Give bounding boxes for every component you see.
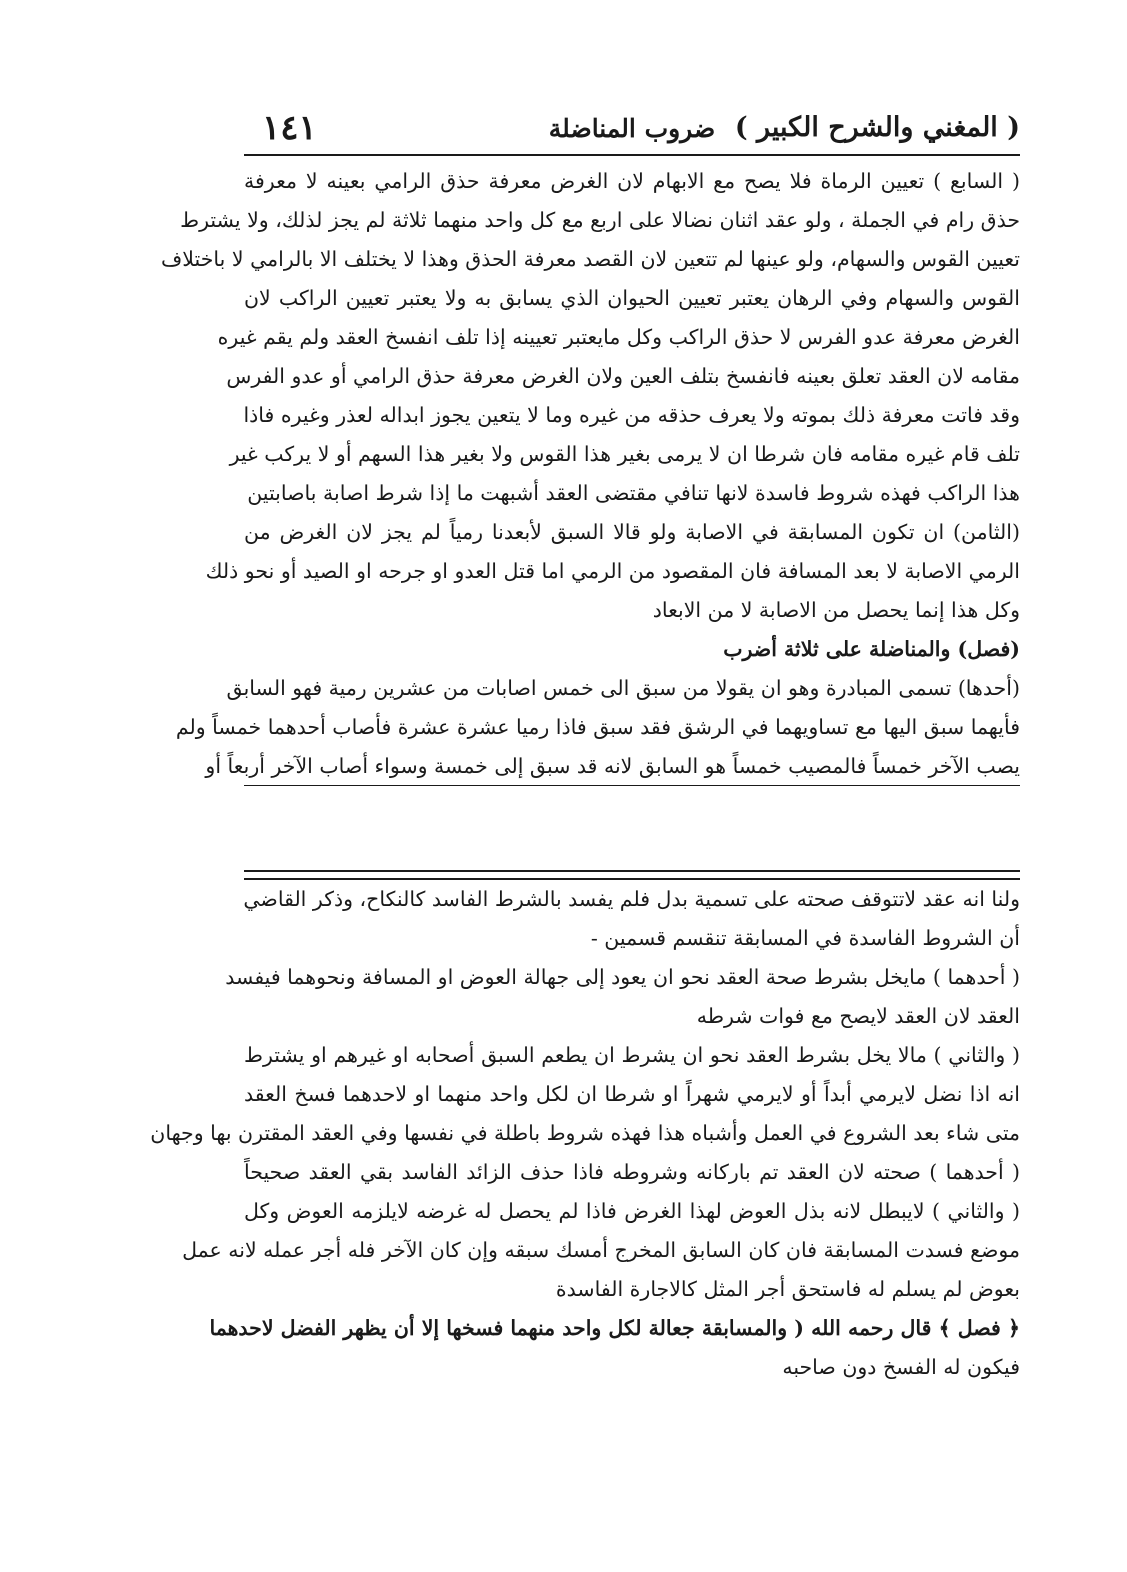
text-line: ﴿ فصل ﴾ قال رحمه الله ( والمسابقة جعالة لكل واحد منهما فسخها إلا أن يظهر الفضل لاحدهما (209, 1316, 1020, 1340)
text-line: الغرض معرفة عدو الفرس لا حذق الراكب وكل مايعتبر تعيينه إذا تلف انفسخ العقد ولم يقم غيره (217, 325, 1020, 349)
main-text-block (161, 162, 1020, 786)
text-line: هذا الراكب فهذه شروط فاسدة لانها تنافي مقتضى العقد أشبهت ما إذا شرط اصابة باصابتين (247, 481, 1020, 505)
book-title: ( المغني والشرح الكبير ) (734, 112, 1020, 143)
text-line: العقد لان العقد لايصح مع فوات شرطه (696, 1004, 1020, 1028)
text-line: وكل هذا إنما يحصل من الاصابة لا من الابعاد (652, 598, 1020, 622)
text-line: ( السابع ) تعيين الرماة فلا يصح مع الابهام لان الغرض معرفة حذق الرامي بعينه لا معرفة (244, 169, 1020, 193)
text-line: تلف قام غيره مقامه فان شرطا ان لا يرمى بغير هذا القوس ولا بغير هذا السهم أو لا يركب غير (229, 442, 1020, 466)
text-line: موضع فسدت المسابقة فان كان السابق المخرج أمسك سبقه وإن كان الآخر فله أجر عمله لانه عمل (182, 1238, 1020, 1262)
commentary-text-block (150, 880, 1020, 1387)
text-line: ( والثاني ) لايبطل لانه بذل العوض لهذا الغرض فاذا لم يحصل له غرضه لايلزمه العوض وكل (244, 1199, 1020, 1223)
text-line: حذق رام في الجملة ، ولو عقد اثنان نضالا على اربع مع كل واحد منهما ثلاثة لم يجز لذلك، ولا يشترط (180, 208, 1020, 232)
text-line: فيكون له الفسخ دون صاحبه (782, 1355, 1020, 1379)
text-line: أن الشروط الفاسدة في المسابقة تنقسم قسمين - (590, 926, 1020, 950)
page-number: ١٤١ (262, 108, 317, 148)
text-line: ( والثاني ) مالا يخل بشرط العقد نحو ان يشرط ان يطعم السبق أصحابه او غيرهم او يشترط (244, 1043, 1020, 1067)
text-line: فأيهما سبق اليها مع تساويهما في الرشق فقد سبق فاذا رميا عشرة عشرة فأصاب أحدهما خمساً ولم (175, 715, 1020, 739)
text-line: انه اذا نضل لايرمي أبداً أو لايرمي شهراً او شرطا ان لكل واحد منهما او لاحدهما فسخ العقد (244, 1082, 1020, 1106)
section-heading: (فصل) والمناضلة على ثلاثة أضرب (723, 637, 1020, 661)
divider-rule (244, 870, 1020, 872)
text-line: وقد فاتت معرفة ذلك بموته ولا يعرف حذقه من غيره وما لا يتعين يجوز ابداله لعذر وغيره فاذا (243, 403, 1020, 427)
text-line: مقامه لان العقد تعلق بعينه فانفسخ بتلف العين ولان الغرض معرفة حذق الرامي أو عدو الفرس (226, 364, 1020, 388)
text-line: تعيين القوس والسهام، ولو عينها لم تتعين لان القصد معرفة الحذق وهذا لا يختلف الا بالرامي لا باختلاف (161, 247, 1020, 271)
text-line: بعوض لم يسلم له فاستحق أجر المثل كالاجارة الفاسدة (555, 1277, 1020, 1301)
header-rule (244, 154, 1020, 156)
text-line: ولنا انه عقد لاتتوقف صحته على تسمية بدل فلم يفسد بالشرط الفاسد كالنكاح، وذكر القاضي (243, 887, 1020, 911)
text-line: الرمي الاصابة لا بعد المسافة فان المقصود من الرمي اما قتل العدو او جرحه او الصيد أو نحو ذلك (205, 559, 1020, 583)
text-line: القوس والسهام وفي الرهان يعتبر تعيين الحيوان الذي يسابق به ولا يعتبر تعيين الراكب لان (244, 286, 1020, 310)
text-line: يصب الآخر خمساً فالمصيب خمساً هو السابق لانه قد سبق إلى خمسة وسواء أصاب الآخر أربعاً أو (244, 747, 1020, 786)
text-line: ( أحدهما ) صحته لان العقد تم باركانه وشروطه فاذا حذف الزائد الفاسد بقي العقد صحيحاً (244, 1160, 1020, 1184)
text-line: ( أحدهما ) مايخل بشرط صحة العقد نحو ان يعود إلى جهالة العوض او المسافة ونحوهما فيفسد (225, 965, 1020, 989)
running-header (244, 108, 1020, 156)
text-line: متى شاء بعد الشروع في العمل وأشباه هذا فهذه شروط باطلة في نفسها وفي العقد المقترن بها وجهان (150, 1121, 1020, 1145)
text-line: (أحدها) تسمى المبادرة وهو ان يقولا من سبق الى خمس اصابات من عشرين رمية فهو السابق (226, 676, 1020, 700)
text-line: (الثامن) ان تكون المسابقة في الاصابة ولو قالا السبق لأبعدنا رمياً لم يجز لان الغرض من (244, 520, 1020, 544)
chapter-title: ضروب المناضلة (548, 114, 716, 143)
